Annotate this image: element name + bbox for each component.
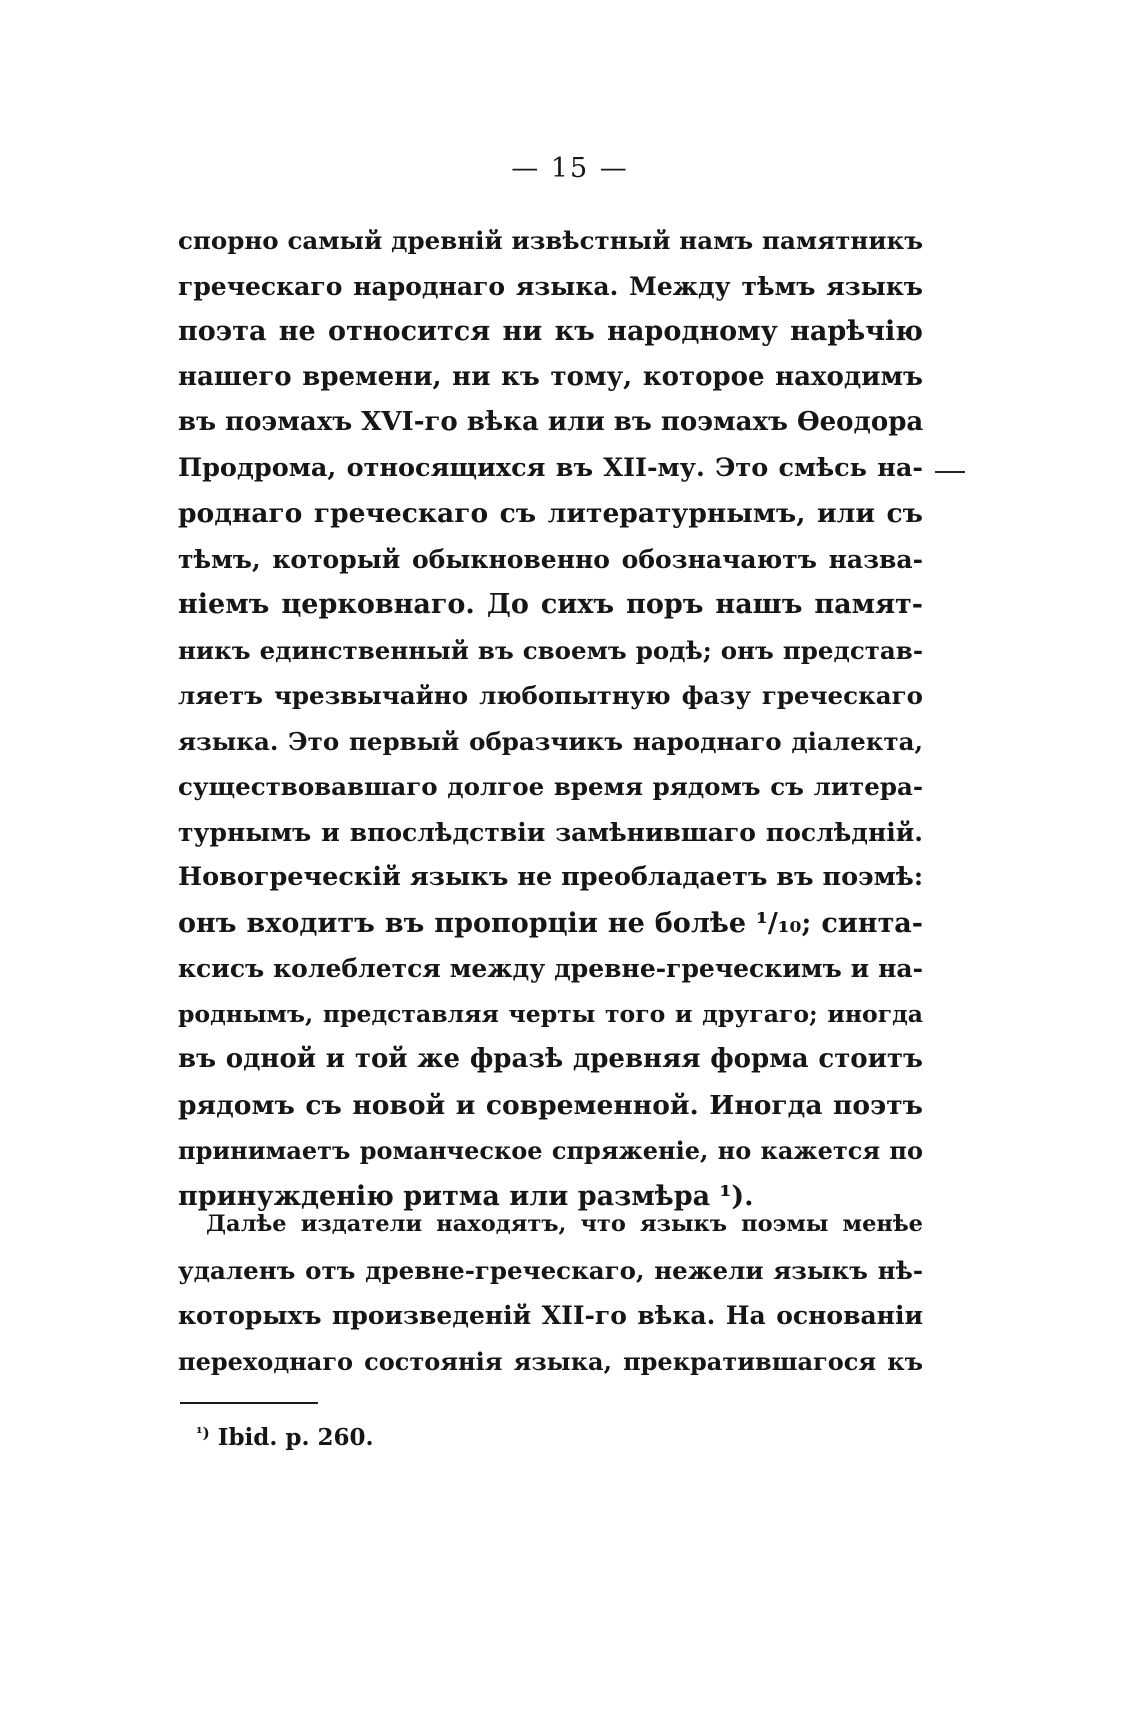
footnote-rule (180, 1402, 318, 1404)
text-line: удаленъ отъ древне-греческаго, нежели языкъ нѣ- (178, 1255, 923, 1285)
text-line: греческаго народнаго языка. Между тѣмъ языкъ (178, 271, 923, 301)
paragraph-2 (178, 1202, 923, 1384)
text-line: роднымъ, представляя черты того и другаго; иногда (178, 999, 923, 1028)
text-line: роднаго греческаго съ литературнымъ, или съ (178, 498, 923, 529)
footnote (196, 1424, 373, 1451)
text-line: существовавшаго долгое время рядомъ съ литера- (178, 772, 923, 801)
text-line: ляетъ чрезвычайно любопытную фазу греческаго (178, 681, 923, 710)
text-line: ксисъ колеблется между древне-греческимъ и на- (178, 954, 923, 983)
text-line: языка. Это первый образчикъ народнаго діалекта, (178, 726, 923, 756)
text-line: тѣмъ, который обыкновенно обозначаютъ назва- (178, 544, 923, 574)
text-line: онъ входитъ въ пропорціи не болѣе ¹/₁₀; синта- (178, 907, 923, 939)
text-line: Продрома, относящихся въ XII-му. Это смѣсь на- (178, 452, 923, 483)
text-line: турнымъ и впослѣдствіи замѣнившаго послѣдній. (178, 817, 923, 847)
text-line: переходнаго состоянія языка, прекратившагося къ (178, 1346, 923, 1376)
text-line: принужденію ритма или размѣра ¹). (178, 1180, 754, 1212)
text-line: нашего времени, ни къ тому, которое находимъ (178, 361, 923, 392)
text-line: Новогреческій языкъ не преобладаетъ въ поэмѣ: (178, 862, 924, 892)
page-number: — 15 — (511, 153, 629, 184)
text-line: ніемъ церковнаго. До сихъ поръ нашъ памят- (178, 589, 923, 620)
paragraph-1 (178, 218, 923, 1219)
margin-dash (935, 471, 965, 473)
text-line: принимаетъ романческое спряженіе, но кажется по (178, 1136, 923, 1165)
text-line: рядомъ съ новой и современной. Иногда поэтъ (178, 1089, 923, 1121)
text-line: которыхъ произведеній XII-го вѣка. На основаніи (178, 1301, 923, 1330)
text-line: Далѣе издатели находятъ, что языкъ поэмы менѣе (206, 1211, 923, 1237)
text-line: поэта не относится ни къ народному нарѣчію (178, 316, 923, 347)
footnote-marker: ¹) (196, 1424, 210, 1442)
text-line: въ поэмахъ XVI-го вѣка или въ поэмахъ Өеодора (178, 407, 924, 437)
text-line: спорно самый древній извѣстный намъ памятникъ (178, 226, 923, 255)
text-line: въ одной и той же фразѣ древняя форма стоитъ (178, 1044, 923, 1074)
footnote-text: Ibid. p. 260. (217, 1424, 374, 1451)
text-line: никъ единственный въ своемъ родѣ; онъ представ- (178, 635, 923, 665)
